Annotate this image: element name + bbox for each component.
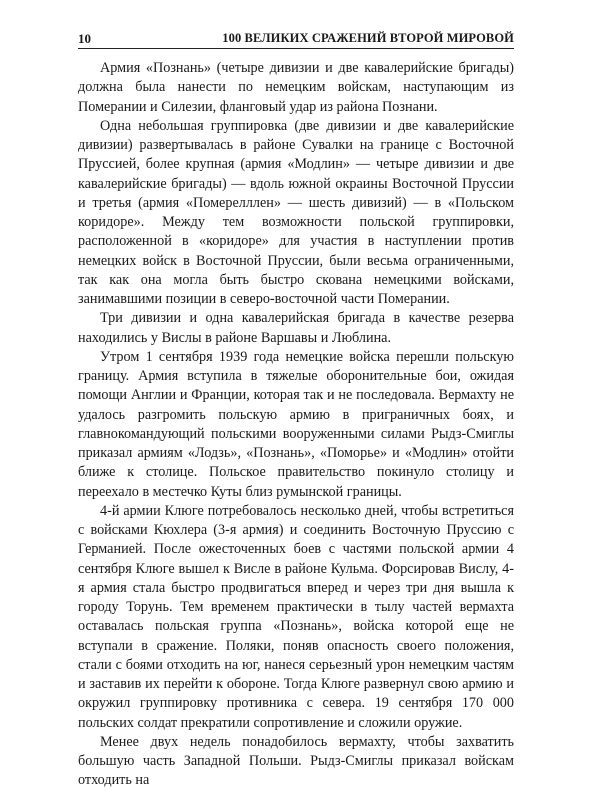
paragraph: Армия «Познань» (четыре дивизии и две кавалерийские бригады) должна была нанести по немецким войскам, наступающим из Померании и Силезии, фланговый удар из района Познани.: [78, 60, 514, 115]
paragraph: Три дивизии и одна кавалерийская бригада в качестве резерва находились у Вислы в районе Варшавы и Люблина.: [78, 310, 514, 346]
paragraph: Утром 1 сентября 1939 года немецкие войска перешли польскую границу. Армия вступила в тяжелые оборонительные бои, ожидая помощи Англии и Франции, которая так и не последовала. Вермахту не удалось разгромить польскую армию в приграничных боях, и главнокомандующий польскими вооруженными силами Рыдз-Смиглы приказал армиям «Лодзь», «Познань», «Поморье» и «Модлин» отойти ближе к столице. Польское правительство покинуло столицу и переехало в местечко Куты близ румынской границы.: [78, 348, 514, 500]
paragraph: 4-й армии Клюге потребовалось несколько дней, чтобы встретиться с войсками Кюхлера (3-я армия) и соединить Восточную Пруссию с Германией. После ожесточенных боев с частями польской армии 4 сентября Клюге вышел к Висле в районе Кульма. Форсировав Вислу, 4-я армия стала быстро продвигаться вперед и через три дня вышла к городу Торунь. Тем временем практически в тылу частей вермахта оставалась польская группа «Познань», войска которой еще не вступали в сражение. Поляки, поняв опасность своего положения, стали с боями отходить на юг, нанеся серьезный урон немецким частям и заставив их перейти к обороне. Тогда Клюге развернул свою армию и окружил группировку противника с севера. 19 сентября 170 000 польских солдат прекратили сопротивление и сложили оружие.: [78, 502, 514, 731]
body-text: [78, 59, 514, 791]
page-number: 10: [78, 31, 91, 46]
running-title: 100 ВЕЛИКИХ СРАЖЕНИЙ ВТОРОЙ МИРОВОЙ: [222, 31, 514, 45]
running-head: [78, 26, 514, 49]
paragraph: Менее двух недель понадобилось вермахту, чтобы захватить большую часть Западной Польши. Рыдз-Смиглы приказал войскам отходить на: [78, 733, 514, 789]
paragraph: Одна небольшая группировка (две дивизии и две кавалерийские дивизии) развертывалась в районе Сувалки на границе с Восточной Пруссией, более крупная (армия «Модлин» — четыре дивизии и две кавалерийские бригады) — вдоль южной окраины Восточной Пруссии и третья (армия «Померелллен» — шесть дивизий) — в «Польском коридоре». Между тем возможности польской группировки, расположенной в «коридоре» для участия в наступлении против немецких войск в Восточной Пруссии, были весьма ограниченными, так как она могла быть быстро скована немецкими войсками, занимавшими позиции в северо-восточной части Померании.: [78, 117, 514, 307]
